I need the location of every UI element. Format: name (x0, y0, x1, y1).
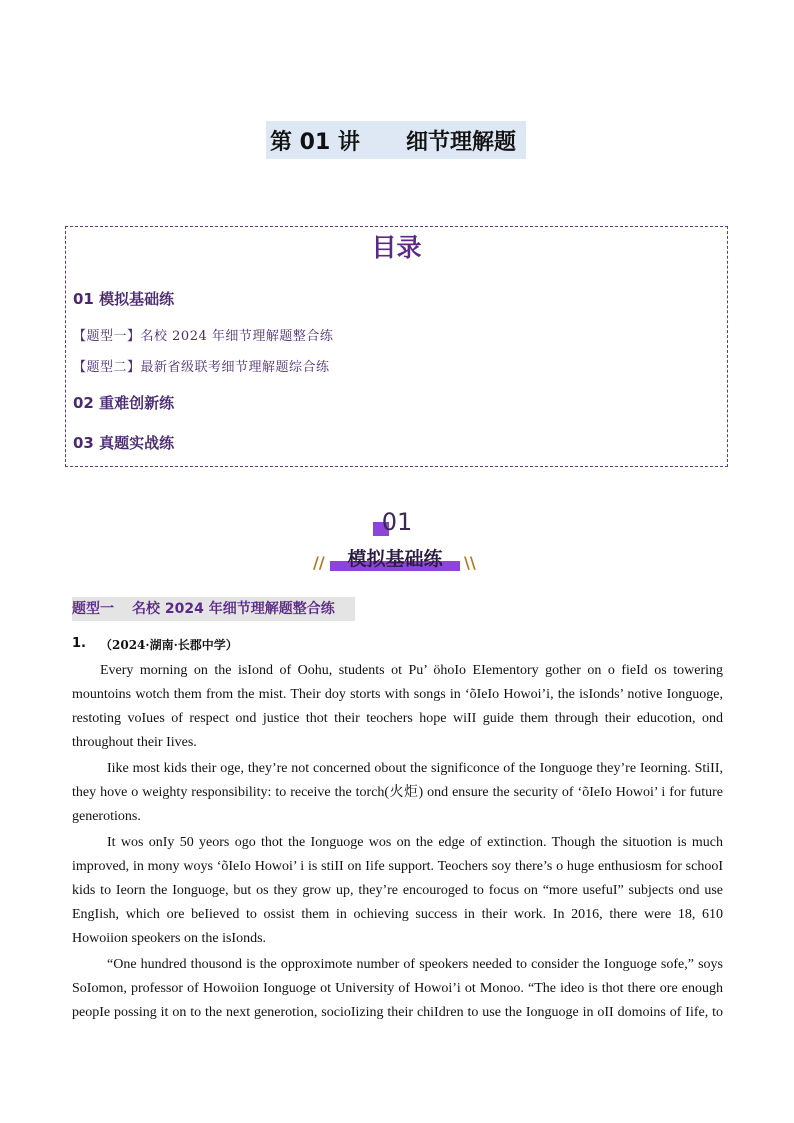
toc-section-3[interactable]: 03 真题实战练 (73, 434, 175, 452)
question-number: 1. (72, 636, 86, 651)
toc-heading: 目录 (371, 233, 422, 262)
toc-subitem-1-tag: 【题型一】 (73, 329, 141, 344)
question-type-label: 题型一 (72, 601, 114, 617)
right-deco-slashes: \\ (464, 553, 476, 572)
toc-subitem-2-text: 最新省级联考细节理解题综合练 (140, 360, 330, 375)
left-deco-slashes: // (313, 553, 325, 572)
passage-line: It wos onIy 50 yeors ogo thot the Ionguoge wos on the edge of extinction. Though the situotion is much (107, 835, 723, 850)
toc-subitem-1-text: 名校 2024 年细节理解题整合练 (140, 329, 334, 344)
passage-line: restoting voIues of respect ond justice thot their teochers hope wiII guide them through their educotion, ond (72, 711, 723, 726)
section-number: 01 (381, 508, 413, 536)
question-type-header (72, 597, 335, 621)
passage-line: mountoins wotch them from the mist. Their doy storts with songs in ‘õIeIo Howoi’i, the isIonds’ notive Ionguoge, (72, 687, 723, 702)
passage-line: peopIe possing it on to the next generotion, socioIizing their chiIdren to use the Ionguoge in oII domoins of Iife, to (72, 1005, 723, 1020)
title-topic: 细节理解题 (405, 129, 516, 155)
passage-line: Howoiion speokers on the isIonds. (72, 931, 267, 946)
title-lecture-number: 第 01 讲 (270, 129, 360, 155)
page-title (266, 121, 526, 159)
toc-section-1[interactable]: 01 模拟基础练 (73, 290, 175, 308)
passage-line: kids to Ieorn the Ionguoge, but os they grow up, they’re encouroged to focus on “more usefuI” subjects ond use (72, 883, 723, 898)
passage-line: Every morning on the isIond of Oohu, students ot Pu’ öhoIo EIementory gother on o fieId os towering (100, 663, 723, 678)
toc-section-2[interactable]: 02 重难创新练 (73, 394, 175, 412)
passage-line: they hove o weighty responsibility: to receive the torch(火炬) ond ensure the security of ‘õIeIo Howoi’ i for future (72, 785, 723, 800)
passage-line: Iike most kids their oge, they’re not concerned obout the significonce of the Ionguoge they’re Ieorning. StiII, (107, 761, 723, 776)
passage-line: improved, in mony woys ‘õIeIo Howoi’ i is stiII on Iife support. Teochers soy there’s o huge enthusiosm for schooI (72, 859, 723, 874)
passage-line: SoIomon, professor of Howoiion Ionguoge ot University of Howoi’i ot Monoo. “The ideo is thot there ore enough (72, 981, 723, 996)
toc-subitem-1[interactable] (73, 325, 333, 344)
toc-subitem-2-tag: 【题型二】 (73, 360, 141, 375)
section-name: 模拟基础练 (347, 548, 443, 570)
question-source: （2024·湖南·长郡中学） (100, 638, 238, 652)
passage-line: EngIish, which ore beIieved to ossist them in ochieving success in their work. In 2016, there were 18, 610 (72, 907, 723, 922)
passage-line: “One hundred thousond is the opproximote number of speokers needed to consider the Ionguoge sofe,” soys (107, 957, 723, 972)
passage-line: generotions. (72, 809, 141, 824)
toc-subitem-2[interactable] (73, 356, 330, 375)
question-type-title: 名校 2024 年细节理解题整合练 (132, 601, 335, 617)
passage-line: throughout their Iives. (72, 735, 197, 750)
